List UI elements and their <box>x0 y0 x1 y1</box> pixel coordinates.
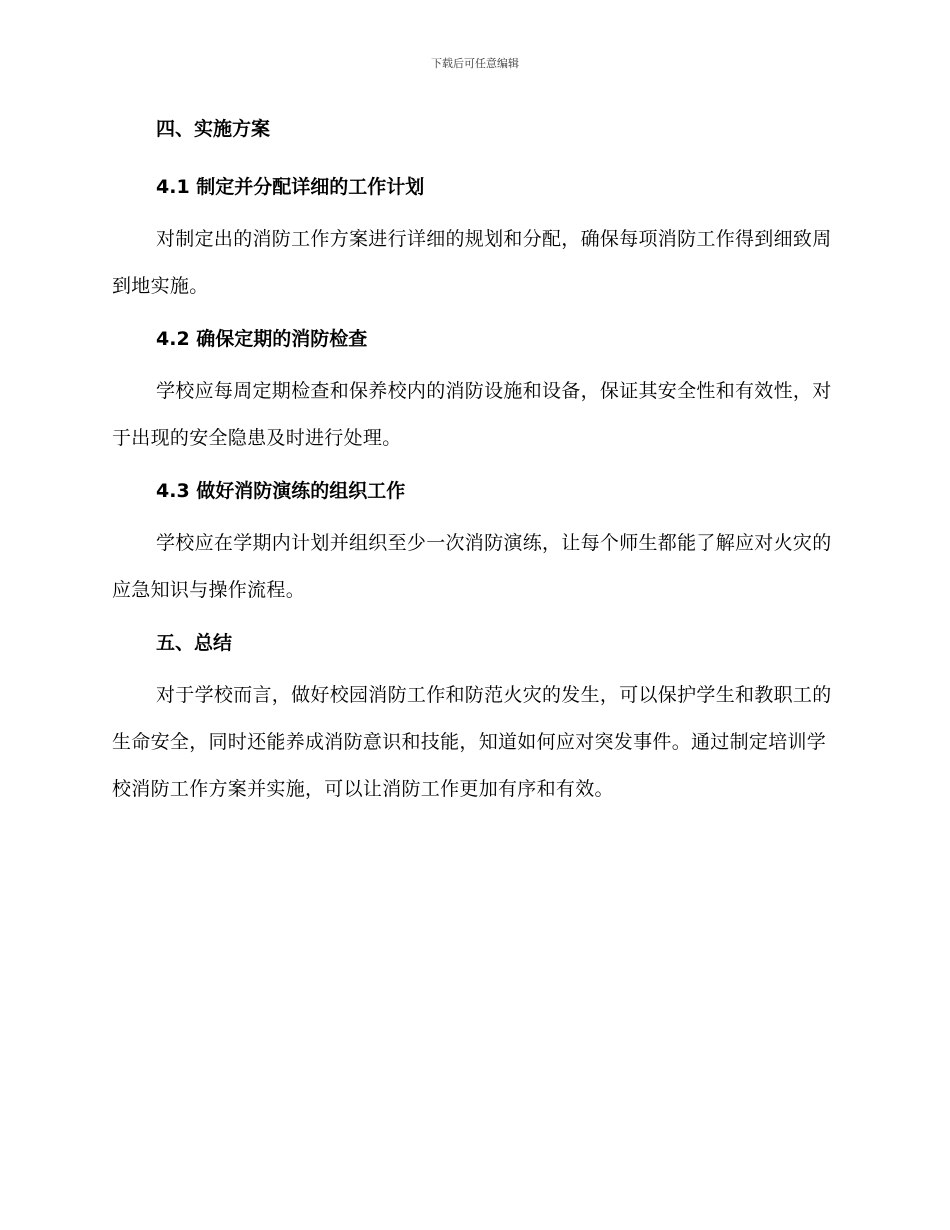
section-heading-implementation: 四、实施方案 <box>156 118 271 140</box>
section-heading-summary: 五、总结 <box>156 632 233 654</box>
subheading-4-2: 4.2 确保定期的消防检查 <box>156 328 368 350</box>
subheading-4-1: 4.1 制定并分配详细的工作计划 <box>156 176 425 198</box>
subheading-4-3: 4.3 做好消防演练的组织工作 <box>156 480 406 502</box>
document-body <box>112 112 832 813</box>
paragraph-summary: 对于学校而言，做好校园消防工作和防范火灾的发生，可以保护学生和教职工的生命安全，同时还能养成消防意识和技能，知道如何应对突发事件。通过制定培训学校消防工作方案并实施，可以让消防工作更加有序和有效。 <box>112 684 832 800</box>
paragraph-4-1: 对制定出的消防工作方案进行详细的规划和分配，确保每项消防工作得到细致周到地实施。 <box>112 228 832 297</box>
page-header-note: 下载后可任意编辑 <box>431 57 519 70</box>
paragraph-4-3: 学校应在学期内计划并组织至少一次消防演练，让每个师生都能了解应对火灾的应急知识与操作流程。 <box>112 532 832 601</box>
paragraph-4-2: 学校应每周定期检查和保养校内的消防设施和设备，保证其安全性和有效性，对于出现的安全隐患及时进行处理。 <box>112 380 832 449</box>
